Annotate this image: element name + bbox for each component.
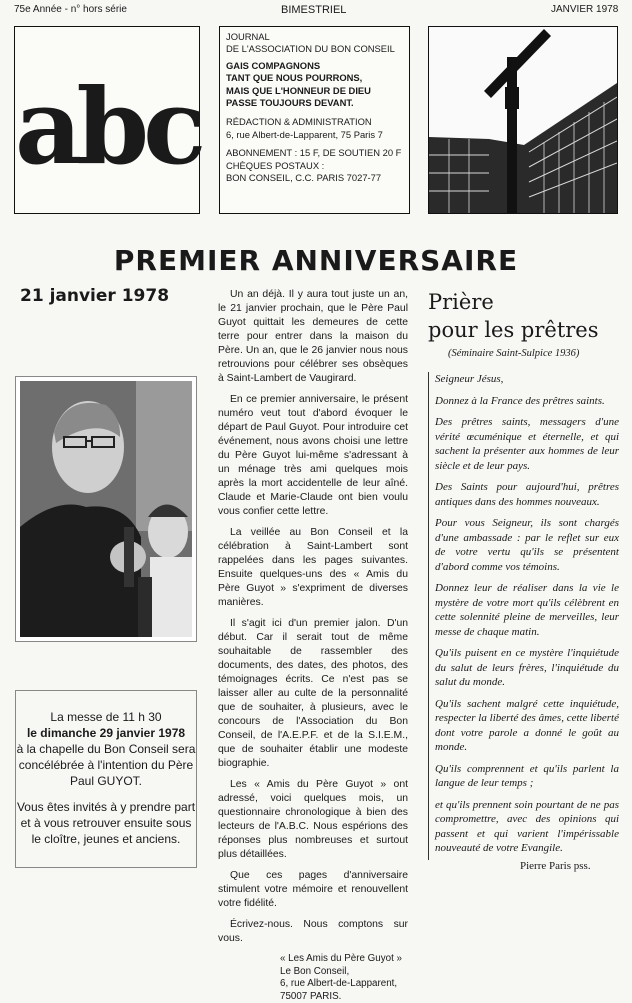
frequency-label: BIMESTRIEL (281, 4, 346, 16)
prayer-paragraph: Des prêtres saints, messagers d'une vérité œcuménique et éternelle, et qui sachent la présenter aux hommes de leur siècle et de leur pays. (429, 415, 619, 473)
article-paragraph: Les « Amis du Père Guyot » ont adressé, voici quelques mois, un questionnaire chronologique à bien des lecteurs de l'A.B.C. Nous espérions des réponses plus nombreuses et surtout plus détaillées. (218, 778, 408, 862)
prayer-paragraph: Qu'ils puisent en ce mystère l'inquiétude du salut de leurs frères, l'inquiétude du salut du monde. (429, 646, 619, 690)
mass-details: à la chapelle du Bon Conseil sera concélébrée à l'intention du Père Paul GUYOT. (16, 741, 196, 789)
prayer-text (428, 372, 619, 860)
article-paragraph: Il s'agit ici d'un premier jalon. D'un début. Car il serait tout de même souhaitable de rassembler des documents, des dates, des photos, des témoignages écrits. Ce n'est pas se laisser aller au culte de la personnalité que de souhaiter, à plusieurs, avec le concours de l'Association du Bon Conseil, de l'A.E.P.F. et de la S.I.E.M., que de souhaiter établir une modeste biographie. (218, 617, 408, 771)
prayer-title-line: Prière (428, 288, 599, 316)
prayer-paragraph: Qu'ils comprennent et qu'ils parlent la langue de leur temps ; (429, 762, 619, 791)
prayer-paragraph: et qu'ils prennent soin pourtant de ne pas compromettre, avec des opinions qui passent et qui varient l'impérissable nouveauté de votre Evangile. (429, 798, 619, 856)
journal-info-box (219, 26, 410, 214)
abc-logo: abc (15, 75, 199, 179)
article-column (218, 288, 408, 1003)
prayer-paragraph: Donnez à la France des prêtres saints. (429, 394, 619, 409)
motto-line: TANT QUE NOUS POURRONS, (220, 72, 409, 84)
signature-line: 75007 PARIS. (280, 991, 408, 1003)
info-line: CHÈQUES POSTAUX : (220, 160, 409, 172)
motto-line: MAIS QUE L'HONNEUR DE DIEU (220, 85, 409, 97)
article-paragraph: Un an déjà. Il y aura tout juste un an, le 21 janvier prochain, que le Père Paul Guyot quittait les demeures de cette terre pour entrer dans la maison du Père. Un an, que le 26 janvier nous nous retrouvions pour célébrer ses obsèques à Saint-Lambert de Vaugirard. (218, 288, 408, 386)
mass-time: La messe de 11 h 30 (16, 709, 196, 725)
prayer-title-line: pour les prêtres (428, 316, 599, 344)
prayer-paragraph: Pour vous Seigneur, ils sont chargés d'une ambassade : par le reflet sur eux de votre vertu qu'ils se présentent d'abord comme vos témoins. (429, 516, 619, 574)
signature-line: 6, rue Albert-de-Lapparent, (280, 978, 408, 991)
cross-photo (428, 26, 618, 214)
article-paragraph: En ce premier anniversaire, le présent numéro veut tout d'abord évoquer le départ de Paul Guyot. Pour introduire cet événement, nous avons choisi une lettre du Père Guyot lui-même s'adressant à un ménage très ami quelques mois après la mort accidentelle de leur aîné. Claude et Marie-Claude ont bien voulu vous confier cette lettre. (218, 393, 408, 519)
page-banner: PREMIER ANNIVERSAIRE (0, 244, 632, 277)
article-paragraph: Écrivez-nous. Nous comptons sur vous. (218, 918, 408, 946)
mass-announcement-box (15, 690, 197, 868)
issue-label: 75e Année - n° hors série (14, 4, 127, 15)
prayer-paragraph: Des Saints pour aujourd'hui, prêtres antiques dans des hommes nouveaux. (429, 480, 619, 509)
prayer-paragraph: Qu'ils sachent malgré cette inquiétude, respecter la liberté des âmes, cette liberté dont votre parole a donné le goût au monde. (429, 697, 619, 755)
info-line: RÉDACTION & ADMINISTRATION (220, 116, 409, 128)
signature-line: « Les Amis du Père Guyot » (280, 953, 408, 966)
signature-line: Le Bon Conseil, (280, 966, 408, 979)
info-line: ABONNEMENT : 15 F, DE SOUTIEN 20 F (220, 147, 409, 159)
date-heading: 21 janvier 1978 (20, 286, 169, 306)
prayer-paragraph: Donnez leur de réaliser dans la vie le mystère de votre mort qu'ils célèbrent en cette solennité pleine de merveilles, leur messe de chaque matin. (429, 581, 619, 639)
motto-line: PASSE TOUJOURS DEVANT. (220, 97, 409, 109)
info-line: DE L'ASSOCIATION DU BON CONSEIL (220, 43, 409, 55)
prayer-author: Pierre Paris pss. (520, 860, 591, 872)
mass-invitation: Vous êtes invités à y prendre part et à vous retrouver ensuite sous le cloître, jeunes et anciens. (16, 799, 196, 847)
article-paragraph: Que ces pages d'anniversaire stimulent votre mémoire et renouvellent votre fidélité. (218, 869, 408, 911)
motto-line: GAIS COMPAGNONS (220, 60, 409, 72)
info-line: BON CONSEIL, C.C. PARIS 7027-77 (220, 172, 409, 184)
prayer-title (428, 288, 599, 344)
article-paragraph: La veillée au Bon Conseil et la célébration à Saint-Lambert sont rappelées dans les pages suivantes. Ensuite quelques-uns des « Amis du Père Guyot » s'expriment de diverses manières. (218, 526, 408, 610)
abc-logo-box (14, 26, 200, 214)
mass-date: le dimanche 29 janvier 1978 (16, 725, 196, 741)
info-line: JOURNAL (220, 31, 409, 43)
portrait-photo (15, 376, 197, 642)
prayer-subtitle: (Séminaire Saint-Sulpice 1936) (448, 348, 579, 359)
issue-date: JANVIER 1978 (551, 4, 618, 15)
prayer-paragraph: Seigneur Jésus, (429, 372, 619, 387)
info-line: 6, rue Albert-de-Lapparent, 75 Paris 7 (220, 129, 409, 141)
